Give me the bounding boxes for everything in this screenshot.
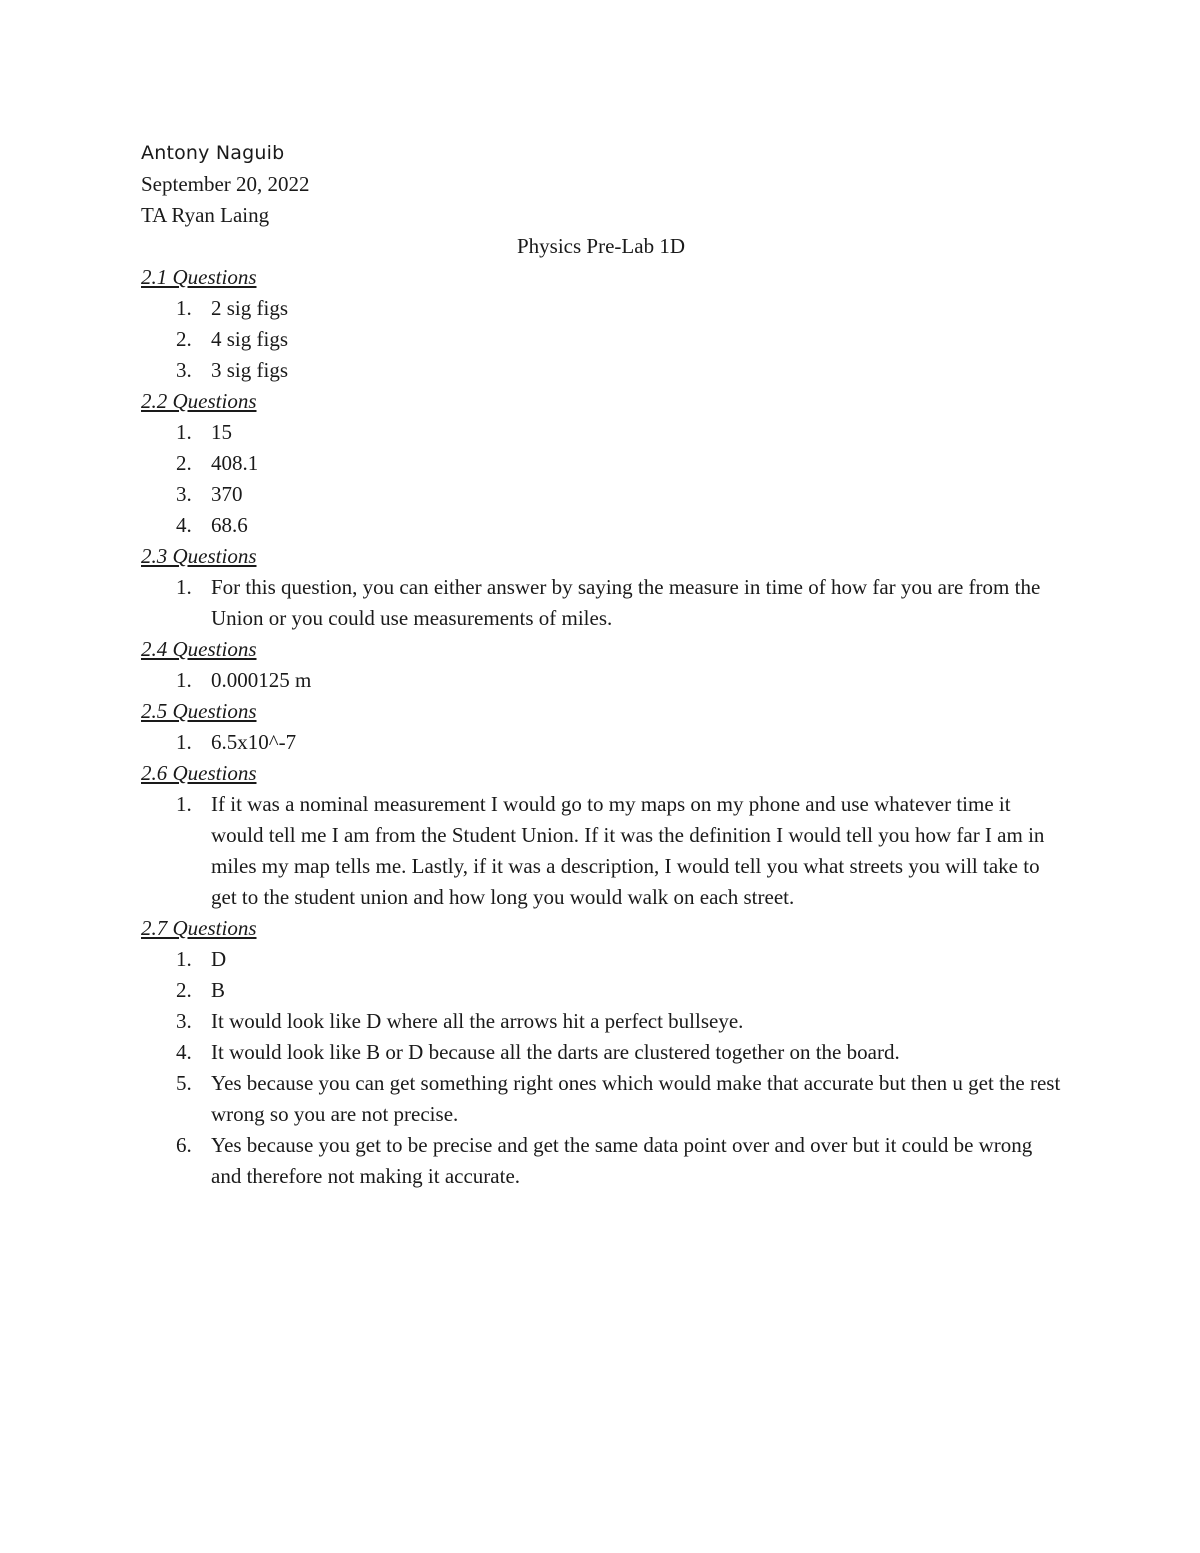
answer-list [141,665,1061,696]
answer-item [141,355,1061,386]
answer-text: B [211,978,226,1002]
answer-number: 2. [176,451,192,475]
answer-number: 3. [176,358,192,382]
document-title: Physics Pre-Lab 1D [517,234,685,258]
answer-text: 68.6 [211,513,248,537]
ta-line: TA Ryan Laing [141,203,270,227]
answer-text: Yes because you can get something right ones which would make that accurate but then u get the rest wrong so you are not precise. [211,1071,1061,1126]
answer-number: 2. [176,327,192,351]
answer-list [141,727,1061,758]
sections-container [141,262,1061,1192]
section-heading: 2.3 Questions [141,544,257,568]
answer-item [141,727,1061,758]
answer-number: 4. [176,513,192,537]
answer-item [141,417,1061,448]
answer-number: 1. [176,668,192,692]
section-heading: 2.2 Questions [141,389,257,413]
answer-number: 4. [176,1040,192,1064]
answer-text: 370 [211,482,243,506]
answer-number: 1. [176,730,192,754]
answer-number: 1. [176,420,192,444]
answer-item [141,944,1061,975]
answer-text: 4 sig figs [211,327,289,351]
answer-text: 0.000125 m [211,668,312,692]
answer-item [141,1006,1061,1037]
date-line: September 20, 2022 [141,172,310,196]
answer-item [141,1068,1061,1130]
section-heading: 2.7 Questions [141,916,257,940]
answer-list [141,293,1061,386]
answer-item [141,324,1061,355]
answer-text: Yes because you get to be precise and get the same data point over and over but it could be wrong and therefore not making it accurate. [211,1133,1033,1188]
answer-text: 15 [211,420,232,444]
answer-item [141,789,1061,913]
answer-number: 1. [176,792,192,816]
answer-text: D [211,947,227,971]
answer-item [141,1037,1061,1068]
answer-text: It would look like D where all the arrows hit a perfect bullseye. [211,1009,744,1033]
answer-text: 2 sig figs [211,296,289,320]
answer-item [141,975,1061,1006]
answer-number: 1. [176,296,192,320]
answer-item [141,448,1061,479]
answer-number: 1. [176,947,192,971]
section-heading: 2.6 Questions [141,761,257,785]
answer-text: 3 sig figs [211,358,289,382]
answer-item [141,572,1061,634]
answer-text: 6.5x10^-7 [211,730,297,754]
document-page [141,138,1061,1192]
answer-number: 3. [176,482,192,506]
answer-text: For this question, you can either answer by saying the measure in time of how far you are from the Union or you could use measurements of miles. [211,575,1041,630]
answer-number: 6. [176,1133,192,1157]
answer-list [141,944,1061,1192]
answer-text: If it was a nominal measurement I would go to my maps on my phone and use whatever time it would tell me I am from the Student Union. If it was the definition I would tell you how far I am in miles my map tells me. Lastly, if it was a description, I would tell you what streets you will take to get to the student union and how long you would walk on each street. [211,792,1045,909]
answer-text: It would look like B or D because all the darts are clustered together on the board. [211,1040,900,1064]
section-heading: 2.4 Questions [141,637,257,661]
author-name: Antony Naguib [141,142,285,164]
answer-item [141,293,1061,324]
answer-list [141,572,1061,634]
answer-list [141,417,1061,541]
answer-item [141,665,1061,696]
section-heading: 2.1 Questions [141,265,257,289]
answer-item [141,1130,1061,1192]
answer-number: 1. [176,575,192,599]
answer-text: 408.1 [211,451,259,475]
answer-item [141,510,1061,541]
answer-number: 2. [176,978,192,1002]
answer-item [141,479,1061,510]
section-heading: 2.5 Questions [141,699,257,723]
answer-number: 5. [176,1071,192,1095]
answer-list [141,789,1061,913]
answer-number: 3. [176,1009,192,1033]
